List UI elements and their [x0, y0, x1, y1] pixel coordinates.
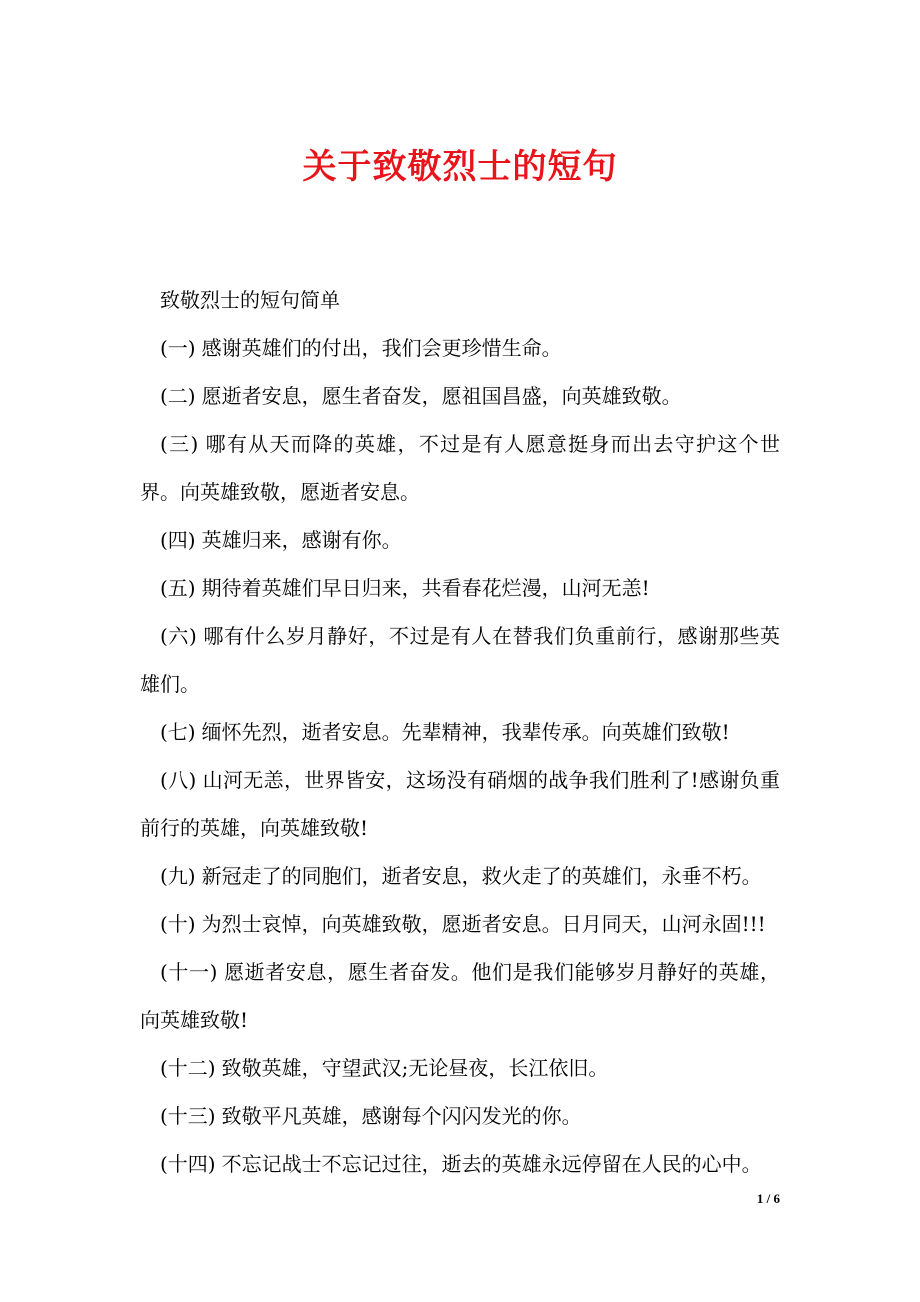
quote-item	[140, 948, 780, 1044]
quote-text: 山河无恙，世界皆安，这场没有硝烟的战争我们胜利了!感谢负重前行的英雄，向英雄致敬!	[140, 768, 780, 840]
intro-paragraph: 致敬烈士的短句简单	[160, 288, 340, 312]
quote-number: (十四)	[160, 1152, 216, 1176]
quote-list	[140, 324, 780, 1188]
quote-number: (十二)	[160, 1056, 216, 1080]
document-title: 关于致敬烈士的短句	[302, 147, 618, 187]
quote-number: (十一)	[160, 960, 218, 984]
quote-item	[140, 708, 780, 756]
quote-item	[140, 900, 780, 948]
quote-text: 致敬平凡英雄，感谢每个闪闪发光的你。	[221, 1104, 582, 1128]
quote-text: 不忘记战士不忘记过往，逝去的英雄永远停留在人民的心中。	[221, 1152, 762, 1176]
quote-text: 期待着英雄们早日归来，共看春花烂漫，山河无恙!	[201, 576, 650, 600]
quote-item	[140, 1140, 780, 1188]
quote-text: 哪有从天而降的英雄，不过是有人愿意挺身而出去守护这个世界。向英雄致敬，愿逝者安息。	[140, 432, 781, 504]
page-number: 1 / 6	[756, 1191, 780, 1206]
quote-number: (六)	[160, 624, 197, 648]
quote-text: 愿逝者安息，愿生者奋发。他们是我们能够岁月静好的英雄，向英雄致敬!	[140, 960, 781, 1032]
quote-number: (十)	[160, 912, 196, 936]
quote-item	[140, 1044, 780, 1092]
quote-text: 缅怀先烈，逝者安息。先辈精神，我辈传承。向英雄们致敬!	[201, 720, 730, 744]
quote-item	[140, 516, 780, 564]
quote-item	[140, 420, 780, 516]
quote-number: (二)	[160, 384, 196, 408]
quote-number: (三)	[160, 432, 199, 456]
quote-text: 为烈士哀悼，向英雄致敬，愿逝者安息。日月同天，山河永固!!!	[201, 912, 766, 936]
quote-item	[140, 852, 780, 900]
quote-number: (七)	[160, 720, 196, 744]
quote-text: 感谢英雄们的付出，我们会更珍惜生命。	[201, 336, 562, 360]
document-body	[140, 276, 780, 1188]
quote-item	[140, 756, 780, 852]
quote-number: (十三)	[160, 1104, 216, 1128]
quote-item	[140, 612, 780, 708]
quote-number: (四)	[160, 528, 196, 552]
quote-text: 致敬英雄，守望武汉;无论昼夜，长江依旧。	[221, 1056, 609, 1080]
quote-item	[140, 372, 780, 420]
quote-number: (五)	[160, 576, 196, 600]
quote-item	[140, 324, 780, 372]
quote-text: 愿逝者安息，愿生者奋发，愿祖国昌盛，向英雄致敬。	[201, 384, 682, 408]
quote-item	[140, 564, 780, 612]
quote-number: (九)	[160, 864, 196, 888]
quote-number: (八)	[160, 768, 197, 792]
quote-text: 英雄归来，感谢有你。	[201, 528, 402, 552]
quote-number: (一)	[160, 336, 196, 360]
quote-text: 哪有什么岁月静好，不过是有人在替我们负重前行，感谢那些英雄们。	[140, 624, 781, 696]
quote-text: 新冠走了的同胞们，逝者安息，救火走了的英雄们，永垂不朽。	[201, 864, 762, 888]
quote-item	[140, 1092, 780, 1140]
